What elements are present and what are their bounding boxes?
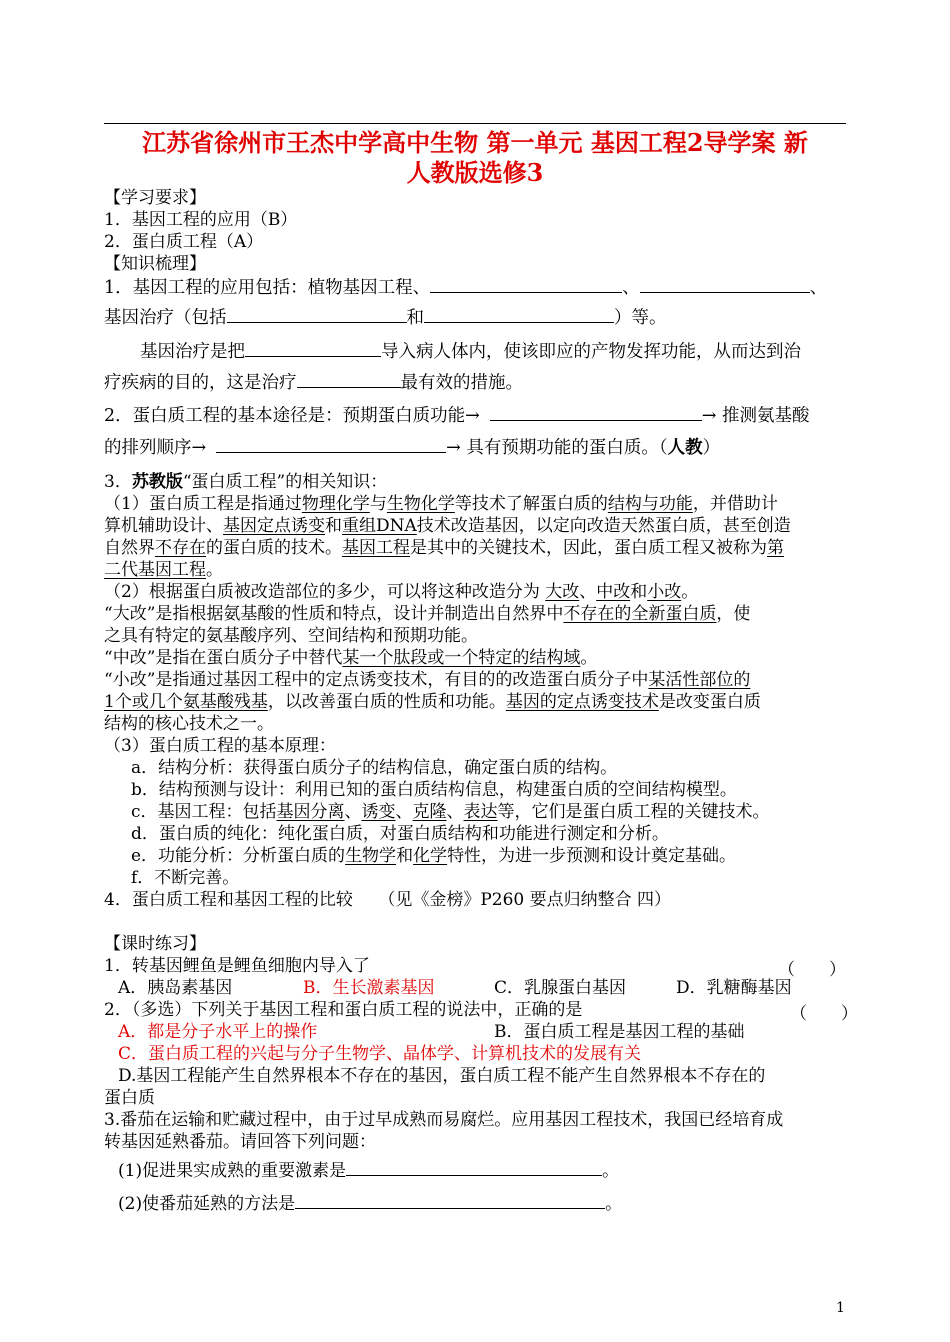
gene-therapy-line-2: 疗疾病的目的，这是治疗 最有效的措施。 — [104, 373, 523, 393]
principle-item-e: e．功能分析：分析蛋白质的生物学和化学特性，为进一步预测和设计奠定基础。 — [131, 846, 737, 866]
exercise-2-option-a-answer: A．都是分子水平上的操作 — [118, 1022, 318, 1042]
exercise-2-stem: 2．（多选）下列关于基因工程和蛋白质工程的说法中，正确的是 — [104, 1000, 583, 1020]
question-2-line-1: 2．蛋白质工程的基本途径是：预期蛋白质功能→ → 推测氨基酸 — [104, 406, 810, 426]
question-2-line-2: 的排列顺序→ → 具有预期功能的蛋白质。（人教） — [104, 438, 721, 458]
principle-item-f: f．不断完善。 — [131, 868, 240, 888]
principle-item-c: c．基因工程：包括基因分离、诱变、克隆、表达等，它们是蛋白质工程的关键技术。 — [131, 802, 770, 822]
answer-parentheses[interactable]: （ ） — [778, 960, 846, 980]
principle-item-d: d．蛋白质的纯化：纯化蛋白质，对蛋白质结构和功能进行测定和分析。 — [131, 824, 669, 844]
gene-therapy-line-1: 基因治疗是把 导入病人体内，使该即应的产物发挥功能，从而达到治 — [140, 342, 801, 362]
answer-blank[interactable] — [346, 1161, 602, 1176]
title-line-1: 江苏省徐州市王杰中学高中生物 第一单元 基因工程2导学案 新 — [142, 128, 808, 157]
section-heading-exercises: 【课时练习】 — [104, 934, 206, 954]
exercise-2-option-b: B．蛋白质工程是基因工程的基础 — [494, 1022, 745, 1042]
answer-blank[interactable] — [640, 278, 810, 293]
exercise-1-option-d: D．乳糖酶基因 — [676, 978, 792, 998]
answer-blank[interactable] — [227, 308, 407, 323]
answer-blank[interactable] — [424, 308, 614, 323]
su-paragraph-line: 1个或几个氨基酸残基，以改善蛋白质的性质和功能。基因的定点诱变技术是改变蛋白质 — [104, 692, 761, 712]
title-line-2: 人教版选修3 — [406, 158, 544, 187]
comparison-line: 4．蛋白质工程和基因工程的比较 （见《金榜》P260 要点归纳整合 四） — [104, 890, 672, 910]
answer-blank[interactable] — [245, 342, 381, 357]
section-heading-requirements: 【学习要求】 — [104, 188, 206, 208]
question-1-line-2: 基因治疗（包括 和 ）等。 — [104, 308, 667, 328]
exercise-3-stem-continued: 转基因延熟番茄。请回答下列问题： — [104, 1132, 376, 1152]
answer-blank[interactable] — [216, 438, 446, 453]
exercise-3-part-1: (1)促进果实成熟的重要激素是 。 — [118, 1161, 620, 1181]
su-paragraph-line: “中改”是指在蛋白质分子中替代某一个肽段或一个特定的结构域。 — [104, 648, 598, 668]
answer-blank[interactable] — [297, 373, 401, 388]
page-number: 1 — [836, 1300, 845, 1316]
su-paragraph-line: 结构的核心技术之一。 — [104, 714, 274, 734]
principle-item-b: b．结构预测与设计：利用已知的蛋白质结构信息，构建蛋白质的空间结构模型。 — [131, 780, 737, 800]
su-paragraph-line: “小改”是指通过基因工程中的定点诱变技术，有目的的改造蛋白质分子中某活性部位的 — [104, 670, 751, 690]
exercise-1-option-c: C．乳腺蛋白基因 — [494, 978, 627, 998]
exercise-3-part-2: (2)使番茄延熟的方法是 。 — [118, 1194, 623, 1214]
su-paragraph-line: “大改”是指根据氨基酸的性质和特点，设计并制造出自然界中不存在的全新蛋白质，使 — [104, 604, 751, 624]
answer-parentheses[interactable]: （ ） — [790, 1004, 858, 1024]
exercise-2-option-c-answer: C．蛋白质工程的兴起与分子生物学、晶体学、计算机技术的发展有关 — [118, 1044, 642, 1064]
question-1-line-1: 1．基因工程的应用包括：植物基因工程、 、 、 — [104, 278, 828, 298]
requirement-item: 1．基因工程的应用（B） — [104, 210, 298, 230]
exercise-2-option-d-continued: 蛋白质 — [104, 1088, 155, 1108]
requirement-item: 2．蛋白质工程（A） — [104, 232, 264, 252]
su-paragraph-line: 自然界不存在的蛋白质的技术。基因工程是其中的关键技术，因此，蛋白质工程又被称为第 — [104, 538, 784, 558]
su-paragraph-line: （2）根据蛋白质被改造部位的多少，可以将这种改造分为 大改、中改和小改。 — [104, 582, 699, 602]
su-paragraph-line: 之具有特定的氨基酸序列、空间结构和预期功能。 — [104, 626, 478, 646]
exercise-3-stem: 3.番茄在运输和贮藏过程中，由于过早成熟而易腐烂。应用基因工程技术，我国已经培育成 — [104, 1110, 784, 1130]
su-heading: 3．苏教版“蛋白质工程”的相关知识： — [104, 472, 388, 492]
exercise-1-option-a: A．胰岛素基因 — [118, 978, 233, 998]
exercise-1-option-b-answer: B．生长激素基因 — [303, 978, 435, 998]
su-paragraph-line: （1）蛋白质工程是指通过物理化学与生物化学等技术了解蛋白质的结构与功能，并借助计 — [104, 494, 778, 514]
exercise-2-option-d: D.基因工程能产生自然界根本不存在的基因，蛋白质工程不能产生自然界根本不存在的 — [118, 1066, 766, 1086]
principle-item-a: a．结构分析：获得蛋白质分子的结构信息，确定蛋白质的结构。 — [131, 758, 618, 778]
su-paragraph-line: 算机辅助设计、基因定点诱变和重组DNA技术改造基因，以定向改造天然蛋白质，甚至创造 — [104, 516, 791, 536]
su-paragraph-line: （3）蛋白质工程的基本原理： — [104, 736, 336, 756]
header-rule — [104, 123, 846, 124]
answer-blank[interactable] — [490, 406, 702, 421]
answer-blank[interactable] — [295, 1194, 605, 1209]
exercise-1-stem: 1．转基因鲤鱼是鲤鱼细胞内导入了 — [104, 956, 370, 976]
answer-blank[interactable] — [430, 278, 622, 293]
su-paragraph-line: 二代基因工程。 — [104, 560, 223, 580]
section-heading-knowledge: 【知识梳理】 — [104, 254, 206, 274]
